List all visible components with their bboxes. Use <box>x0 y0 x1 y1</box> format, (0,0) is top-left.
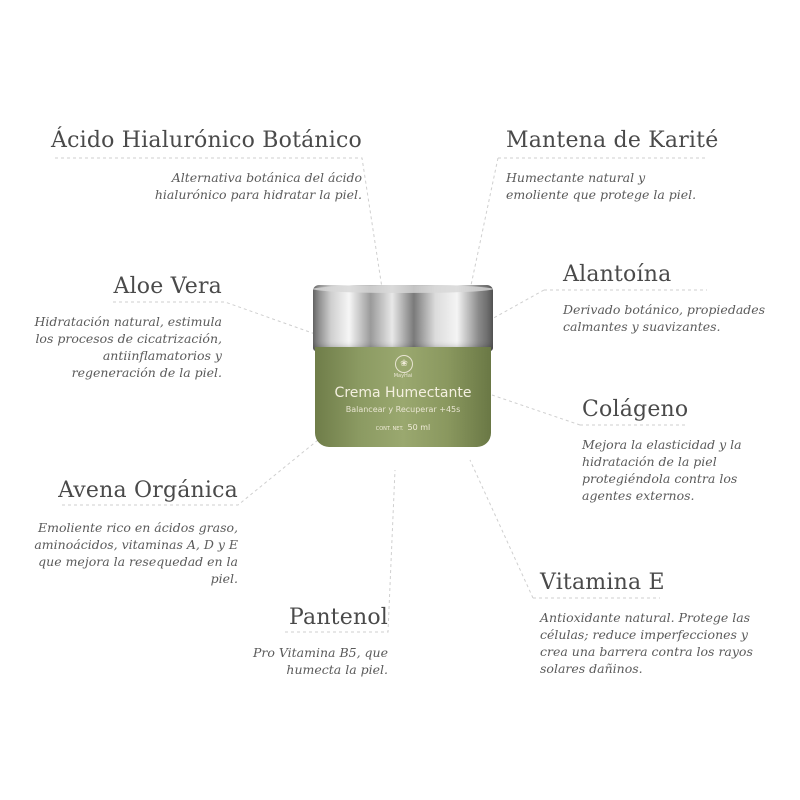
ingredient-title: Vitamina E <box>540 570 665 595</box>
product-jar <box>313 285 493 455</box>
brand-name: MayHai <box>393 373 413 379</box>
volume-label: CONT. NET. <box>375 426 404 432</box>
ingredient-title: Avena Orgánica <box>58 478 238 503</box>
ingredient-desc: Hidratación natural, estimula los procesos de cicatrización, antiinflamatorios y regeneración de la piel. <box>34 314 222 380</box>
ingredient-desc: Mejora la elasticidad y la hidratación de la piel protegiéndola contra los agentes externos. <box>582 437 742 503</box>
ingredient-vitamina-e <box>540 570 780 677</box>
ingredient-title: Colágeno <box>582 397 689 422</box>
jar-lid-top <box>313 285 493 293</box>
ingredient-desc: Emoliente rico en ácidos graso, aminoácidos, vitaminas A, D y E que mejora la resequedad en la piel. <box>34 520 238 586</box>
ingredient-alantoina <box>563 262 793 335</box>
ingredient-title: Mantena de Karité <box>506 128 719 153</box>
product-volume <box>315 423 491 432</box>
ingredient-pantenol <box>230 605 388 678</box>
ingredient-title: Pantenol <box>288 605 388 630</box>
jar-body <box>315 347 491 447</box>
ingredient-title: Alantoína <box>563 262 672 287</box>
ingredient-desc: Alternativa botánica del ácido hialurónico para hidratar la piel. <box>154 170 362 202</box>
ingredient-aloe-vera <box>20 274 222 381</box>
product-name: Crema Humectante <box>334 385 472 401</box>
ingredient-desc: Pro Vitamina B5, que humecta la piel. <box>252 645 388 677</box>
ingredient-desc: Derivado botánico, propiedades calmantes y suavizantes. <box>563 302 766 334</box>
ingredient-avena-organica <box>30 478 238 587</box>
ingredient-acido-hialuronico <box>48 128 362 203</box>
ingredient-mantena-karite <box>506 128 766 203</box>
product-subtitle: Balancear y Recuperar +45s <box>345 405 461 414</box>
ingredient-desc: Antioxidante natural. Protege las células; reduce imperfecciones y crea una barrera contra los rayos solares dañinos. <box>540 610 753 676</box>
ingredient-colageno <box>582 397 792 504</box>
brand-logo-icon: ❀ <box>395 355 413 373</box>
jar-lid <box>313 285 493 351</box>
ingredient-desc: Humectante natural y emoliente que protege la piel. <box>506 170 697 202</box>
volume-value: 50 ml <box>407 423 431 432</box>
ingredient-title: Aloe Vera <box>113 274 222 299</box>
ingredient-title: Ácido Hialurónico Botánico <box>51 128 362 153</box>
